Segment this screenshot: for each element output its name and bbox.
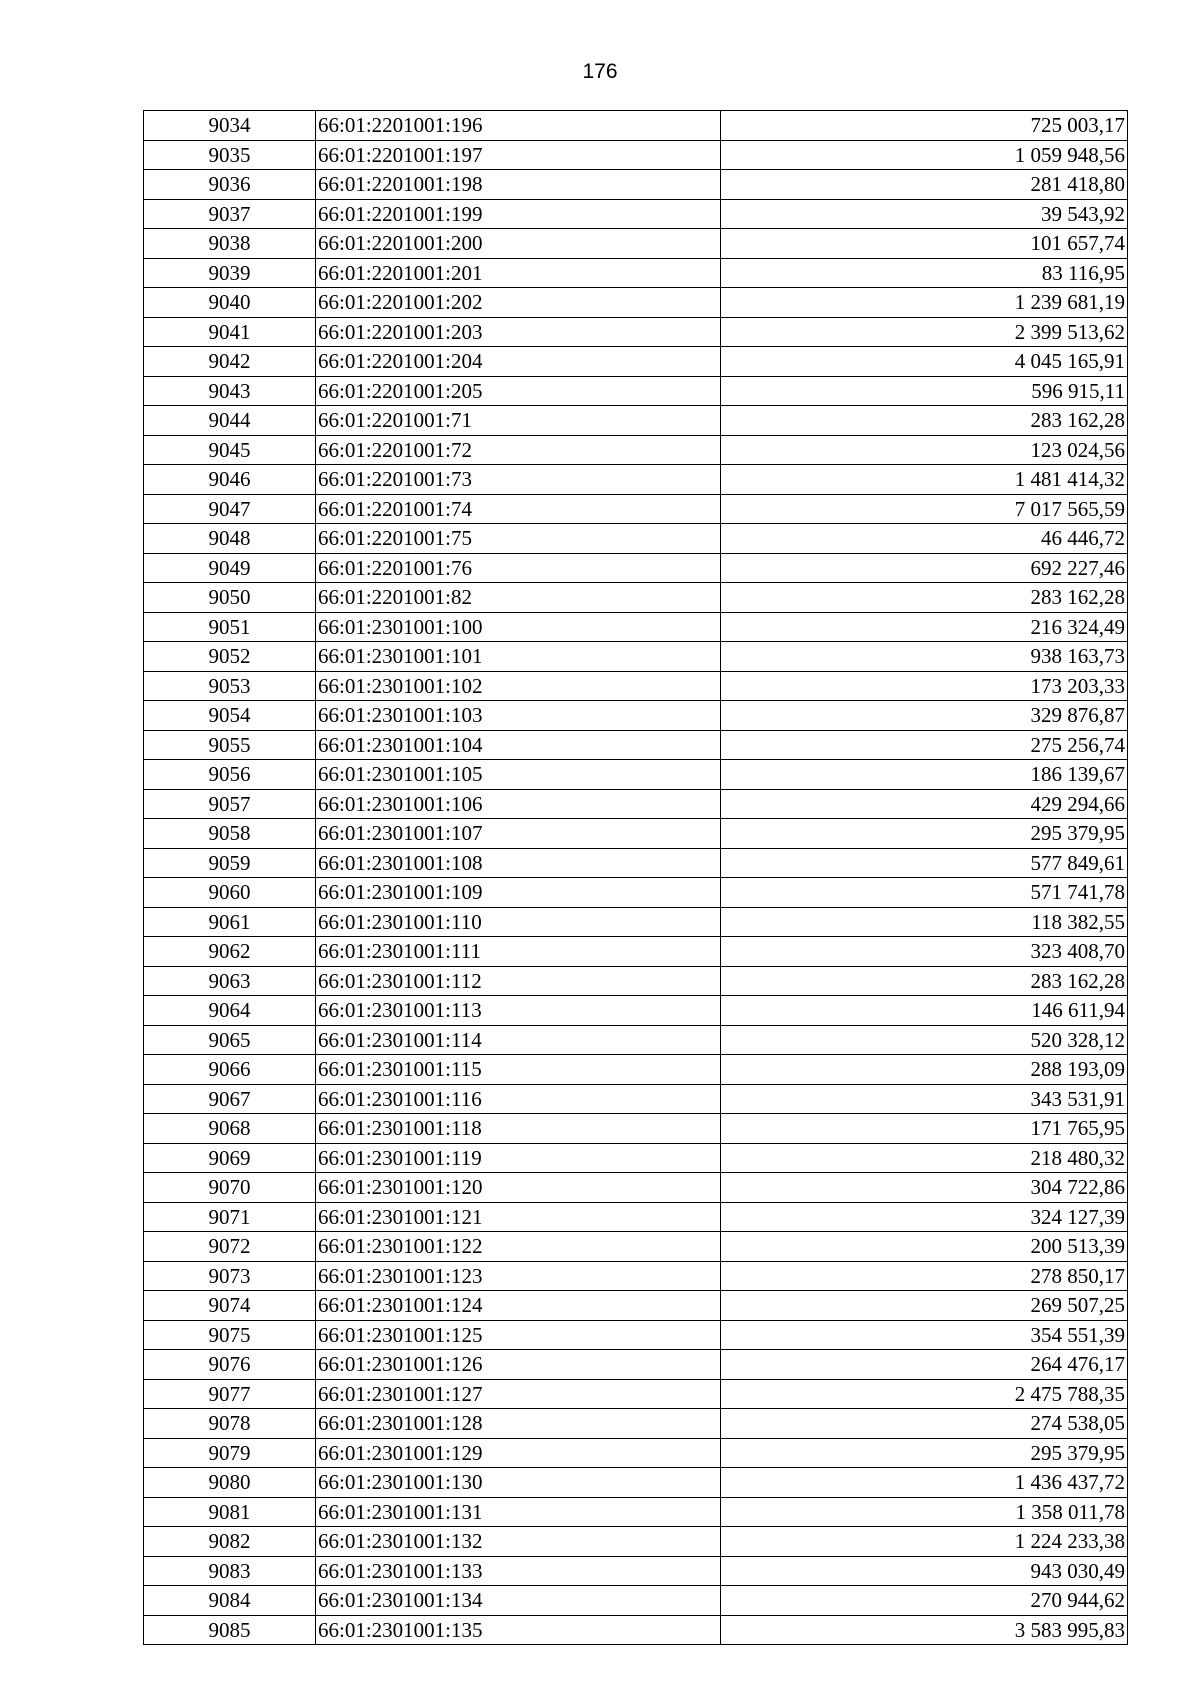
table-row (144, 494, 1128, 524)
cadastral-value-cell: 354 551,39 (721, 1320, 1128, 1350)
table-row (144, 524, 1128, 554)
cadastral-value-cell: 1 224 233,38 (721, 1527, 1128, 1557)
cadastral-number-cell: 66:01:2201001:73 (316, 465, 721, 495)
cadastral-number-cell: 66:01:2301001:106 (316, 789, 721, 819)
row-number-cell: 9077 (144, 1379, 316, 1409)
row-number-cell: 9061 (144, 907, 316, 937)
table-row (144, 1291, 1128, 1321)
cadastral-value-cell: 288 193,09 (721, 1055, 1128, 1085)
cadastral-number-cell: 66:01:2201001:76 (316, 553, 721, 583)
cadastral-number-cell: 66:01:2301001:109 (316, 878, 721, 908)
table-row (144, 1025, 1128, 1055)
row-number-cell: 9063 (144, 966, 316, 996)
row-number-cell: 9064 (144, 996, 316, 1026)
row-number-cell: 9075 (144, 1320, 316, 1350)
table-row (144, 1114, 1128, 1144)
cadastral-number-cell: 66:01:2301001:121 (316, 1202, 721, 1232)
row-number-cell: 9066 (144, 1055, 316, 1085)
cadastral-value-cell: 596 915,11 (721, 376, 1128, 406)
row-number-cell: 9069 (144, 1143, 316, 1173)
cadastral-value-cell: 343 531,91 (721, 1084, 1128, 1114)
cadastral-number-cell: 66:01:2301001:127 (316, 1379, 721, 1409)
row-number-cell: 9037 (144, 199, 316, 229)
cadastral-value-cell: 7 017 565,59 (721, 494, 1128, 524)
table-row (144, 553, 1128, 583)
cadastral-value-cell: 1 436 437,72 (721, 1468, 1128, 1498)
cadastral-value-cell: 1 239 681,19 (721, 288, 1128, 318)
row-number-cell: 9070 (144, 1173, 316, 1203)
table-row (144, 199, 1128, 229)
cadastral-number-cell: 66:01:2201001:204 (316, 347, 721, 377)
row-number-cell: 9043 (144, 376, 316, 406)
cadastral-value-cell: 83 116,95 (721, 258, 1128, 288)
cadastral-number-cell: 66:01:2301001:104 (316, 730, 721, 760)
table-row (144, 229, 1128, 259)
cadastral-number-cell: 66:01:2201001:74 (316, 494, 721, 524)
cadastral-number-cell: 66:01:2301001:119 (316, 1143, 721, 1173)
row-number-cell: 9053 (144, 671, 316, 701)
row-number-cell: 9071 (144, 1202, 316, 1232)
table-row (144, 760, 1128, 790)
cadastral-value-cell: 571 741,78 (721, 878, 1128, 908)
cadastral-number-cell: 66:01:2301001:103 (316, 701, 721, 731)
cadastral-number-cell: 66:01:2301001:134 (316, 1586, 721, 1616)
table-row (144, 612, 1128, 642)
row-number-cell: 9045 (144, 435, 316, 465)
cadastral-value-cell: 270 944,62 (721, 1586, 1128, 1616)
table-row (144, 701, 1128, 731)
row-number-cell: 9041 (144, 317, 316, 347)
cadastral-number-cell: 66:01:2301001:102 (316, 671, 721, 701)
cadastral-number-cell: 66:01:2301001:116 (316, 1084, 721, 1114)
cadastral-value-cell: 1 059 948,56 (721, 140, 1128, 170)
cadastral-value-cell: 283 162,28 (721, 966, 1128, 996)
row-number-cell: 9036 (144, 170, 316, 200)
cadastral-number-cell: 66:01:2301001:115 (316, 1055, 721, 1085)
table-row (144, 848, 1128, 878)
cadastral-number-cell: 66:01:2301001:105 (316, 760, 721, 790)
table-row (144, 1350, 1128, 1380)
cadastral-value-cell: 171 765,95 (721, 1114, 1128, 1144)
cadastral-value-cell: 101 657,74 (721, 229, 1128, 259)
table-row (144, 671, 1128, 701)
cadastral-value-cell: 264 476,17 (721, 1350, 1128, 1380)
cadastral-value-cell: 274 538,05 (721, 1409, 1128, 1439)
cadastral-number-cell: 66:01:2301001:113 (316, 996, 721, 1026)
table-row (144, 465, 1128, 495)
row-number-cell: 9048 (144, 524, 316, 554)
cadastral-value-cell: 39 543,92 (721, 199, 1128, 229)
cadastral-value-cell: 577 849,61 (721, 848, 1128, 878)
cadastral-value-cell: 3 583 995,83 (721, 1615, 1128, 1645)
row-number-cell: 9062 (144, 937, 316, 967)
row-number-cell: 9050 (144, 583, 316, 613)
cadastral-value-cell: 329 876,87 (721, 701, 1128, 731)
table-row (144, 966, 1128, 996)
row-number-cell: 9060 (144, 878, 316, 908)
page-number: 176 (582, 60, 618, 83)
row-number-cell: 9038 (144, 229, 316, 259)
table-row (144, 1438, 1128, 1468)
cadastral-number-cell: 66:01:2301001:122 (316, 1232, 721, 1262)
cadastral-number-cell: 66:01:2201001:72 (316, 435, 721, 465)
cadastral-number-cell: 66:01:2201001:201 (316, 258, 721, 288)
table-body (144, 111, 1128, 1645)
cadastral-number-cell: 66:01:2301001:133 (316, 1556, 721, 1586)
cadastral-number-cell: 66:01:2201001:202 (316, 288, 721, 318)
table-row (144, 1379, 1128, 1409)
cadastral-number-cell: 66:01:2201001:196 (316, 111, 721, 141)
table-row (144, 583, 1128, 613)
cadastral-number-cell: 66:01:2301001:108 (316, 848, 721, 878)
cadastral-value-cell: 295 379,95 (721, 819, 1128, 849)
row-number-cell: 9034 (144, 111, 316, 141)
cadastral-value-cell: 218 480,32 (721, 1143, 1128, 1173)
cadastral-number-cell: 66:01:2301001:111 (316, 937, 721, 967)
row-number-cell: 9054 (144, 701, 316, 731)
cadastral-value-cell: 200 513,39 (721, 1232, 1128, 1262)
cadastral-number-cell: 66:01:2301001:120 (316, 1173, 721, 1203)
cadastral-number-cell: 66:01:2301001:129 (316, 1438, 721, 1468)
table-row (144, 1055, 1128, 1085)
table-row (144, 376, 1128, 406)
row-number-cell: 9079 (144, 1438, 316, 1468)
table-row (144, 140, 1128, 170)
row-number-cell: 9056 (144, 760, 316, 790)
table-row (144, 730, 1128, 760)
table-row (144, 1320, 1128, 1350)
row-number-cell: 9047 (144, 494, 316, 524)
cadastral-number-cell: 66:01:2201001:203 (316, 317, 721, 347)
cadastral-number-cell: 66:01:2301001:126 (316, 1350, 721, 1380)
cadastral-value-cell: 118 382,55 (721, 907, 1128, 937)
cadastral-value-cell: 2 475 788,35 (721, 1379, 1128, 1409)
row-number-cell: 9072 (144, 1232, 316, 1262)
cadastral-number-cell: 66:01:2301001:125 (316, 1320, 721, 1350)
cadastral-value-cell: 283 162,28 (721, 406, 1128, 436)
cadastral-value-cell: 324 127,39 (721, 1202, 1128, 1232)
cadastral-value-cell: 692 227,46 (721, 553, 1128, 583)
cadastral-value-cell: 938 163,73 (721, 642, 1128, 672)
cadastral-number-cell: 66:01:2301001:100 (316, 612, 721, 642)
table-row (144, 1527, 1128, 1557)
cadastral-value-cell: 943 030,49 (721, 1556, 1128, 1586)
table-row (144, 111, 1128, 141)
cadastral-value-cell: 278 850,17 (721, 1261, 1128, 1291)
cadastral-value-cell: 4 045 165,91 (721, 347, 1128, 377)
row-number-cell: 9051 (144, 612, 316, 642)
row-number-cell: 9039 (144, 258, 316, 288)
row-number-cell: 9083 (144, 1556, 316, 1586)
cadastral-number-cell: 66:01:2301001:131 (316, 1497, 721, 1527)
row-number-cell: 9074 (144, 1291, 316, 1321)
table-row (144, 435, 1128, 465)
row-number-cell: 9035 (144, 140, 316, 170)
cadastral-value-cell: 275 256,74 (721, 730, 1128, 760)
cadastral-number-cell: 66:01:2201001:200 (316, 229, 721, 259)
row-number-cell: 9068 (144, 1114, 316, 1144)
cadastral-value-cell: 216 324,49 (721, 612, 1128, 642)
cadastral-value-cell: 186 139,67 (721, 760, 1128, 790)
row-number-cell: 9067 (144, 1084, 316, 1114)
cadastral-number-cell: 66:01:2301001:128 (316, 1409, 721, 1439)
cadastral-value-cell: 146 611,94 (721, 996, 1128, 1026)
cadastral-number-cell: 66:01:2301001:123 (316, 1261, 721, 1291)
row-number-cell: 9080 (144, 1468, 316, 1498)
row-number-cell: 9065 (144, 1025, 316, 1055)
cadastral-value-cell: 1 481 414,32 (721, 465, 1128, 495)
table-row (144, 170, 1128, 200)
row-number-cell: 9049 (144, 553, 316, 583)
cadastral-number-cell: 66:01:2201001:82 (316, 583, 721, 613)
table-row (144, 789, 1128, 819)
table-row (144, 317, 1128, 347)
cadastral-value-cell: 295 379,95 (721, 1438, 1128, 1468)
cadastral-number-cell: 66:01:2201001:199 (316, 199, 721, 229)
row-number-cell: 9073 (144, 1261, 316, 1291)
cadastral-value-cell: 46 446,72 (721, 524, 1128, 554)
cadastral-number-cell: 66:01:2301001:135 (316, 1615, 721, 1645)
table-row (144, 258, 1128, 288)
table-row (144, 907, 1128, 937)
cadastral-value-table (143, 110, 1128, 1645)
table-row (144, 937, 1128, 967)
cadastral-value-cell: 173 203,33 (721, 671, 1128, 701)
cadastral-value-cell: 1 358 011,78 (721, 1497, 1128, 1527)
row-number-cell: 9084 (144, 1586, 316, 1616)
cadastral-value-cell: 323 408,70 (721, 937, 1128, 967)
row-number-cell: 9057 (144, 789, 316, 819)
cadastral-number-cell: 66:01:2301001:112 (316, 966, 721, 996)
cadastral-number-cell: 66:01:2301001:118 (316, 1114, 721, 1144)
table-row (144, 1409, 1128, 1439)
cadastral-number-cell: 66:01:2301001:114 (316, 1025, 721, 1055)
table-row (144, 1556, 1128, 1586)
row-number-cell: 9052 (144, 642, 316, 672)
table-row (144, 1173, 1128, 1203)
cadastral-number-cell: 66:01:2301001:124 (316, 1291, 721, 1321)
table-row (144, 347, 1128, 377)
cadastral-value-cell: 520 328,12 (721, 1025, 1128, 1055)
cadastral-value-cell: 725 003,17 (721, 111, 1128, 141)
row-number-cell: 9059 (144, 848, 316, 878)
cadastral-value-cell: 269 507,25 (721, 1291, 1128, 1321)
cadastral-number-cell: 66:01:2301001:132 (316, 1527, 721, 1557)
table-row (144, 1497, 1128, 1527)
table-row (144, 1261, 1128, 1291)
cadastral-number-cell: 66:01:2301001:110 (316, 907, 721, 937)
row-number-cell: 9046 (144, 465, 316, 495)
row-number-cell: 9040 (144, 288, 316, 318)
cadastral-number-cell: 66:01:2301001:107 (316, 819, 721, 849)
table-row (144, 819, 1128, 849)
row-number-cell: 9082 (144, 1527, 316, 1557)
cadastral-number-cell: 66:01:2301001:101 (316, 642, 721, 672)
cadastral-value-cell: 2 399 513,62 (721, 317, 1128, 347)
table-row (144, 996, 1128, 1026)
table-row (144, 1586, 1128, 1616)
row-number-cell: 9044 (144, 406, 316, 436)
cadastral-number-cell: 66:01:2201001:198 (316, 170, 721, 200)
table-row (144, 1202, 1128, 1232)
row-number-cell: 9055 (144, 730, 316, 760)
cadastral-number-cell: 66:01:2301001:130 (316, 1468, 721, 1498)
cadastral-value-cell: 123 024,56 (721, 435, 1128, 465)
cadastral-number-cell: 66:01:2201001:197 (316, 140, 721, 170)
row-number-cell: 9076 (144, 1350, 316, 1380)
row-number-cell: 9078 (144, 1409, 316, 1439)
cadastral-value-cell: 283 162,28 (721, 583, 1128, 613)
table-row (144, 1143, 1128, 1173)
row-number-cell: 9042 (144, 347, 316, 377)
table-row (144, 406, 1128, 436)
table-row (144, 642, 1128, 672)
table-row (144, 1084, 1128, 1114)
row-number-cell: 9085 (144, 1615, 316, 1645)
row-number-cell: 9081 (144, 1497, 316, 1527)
row-number-cell: 9058 (144, 819, 316, 849)
cadastral-value-cell: 304 722,86 (721, 1173, 1128, 1203)
cadastral-value-cell: 429 294,66 (721, 789, 1128, 819)
table-row (144, 878, 1128, 908)
table-row (144, 1615, 1128, 1645)
table-row (144, 1468, 1128, 1498)
cadastral-value-cell: 281 418,80 (721, 170, 1128, 200)
cadastral-number-cell: 66:01:2201001:71 (316, 406, 721, 436)
table-row (144, 288, 1128, 318)
cadastral-number-cell: 66:01:2201001:75 (316, 524, 721, 554)
cadastral-number-cell: 66:01:2201001:205 (316, 376, 721, 406)
table-row (144, 1232, 1128, 1262)
